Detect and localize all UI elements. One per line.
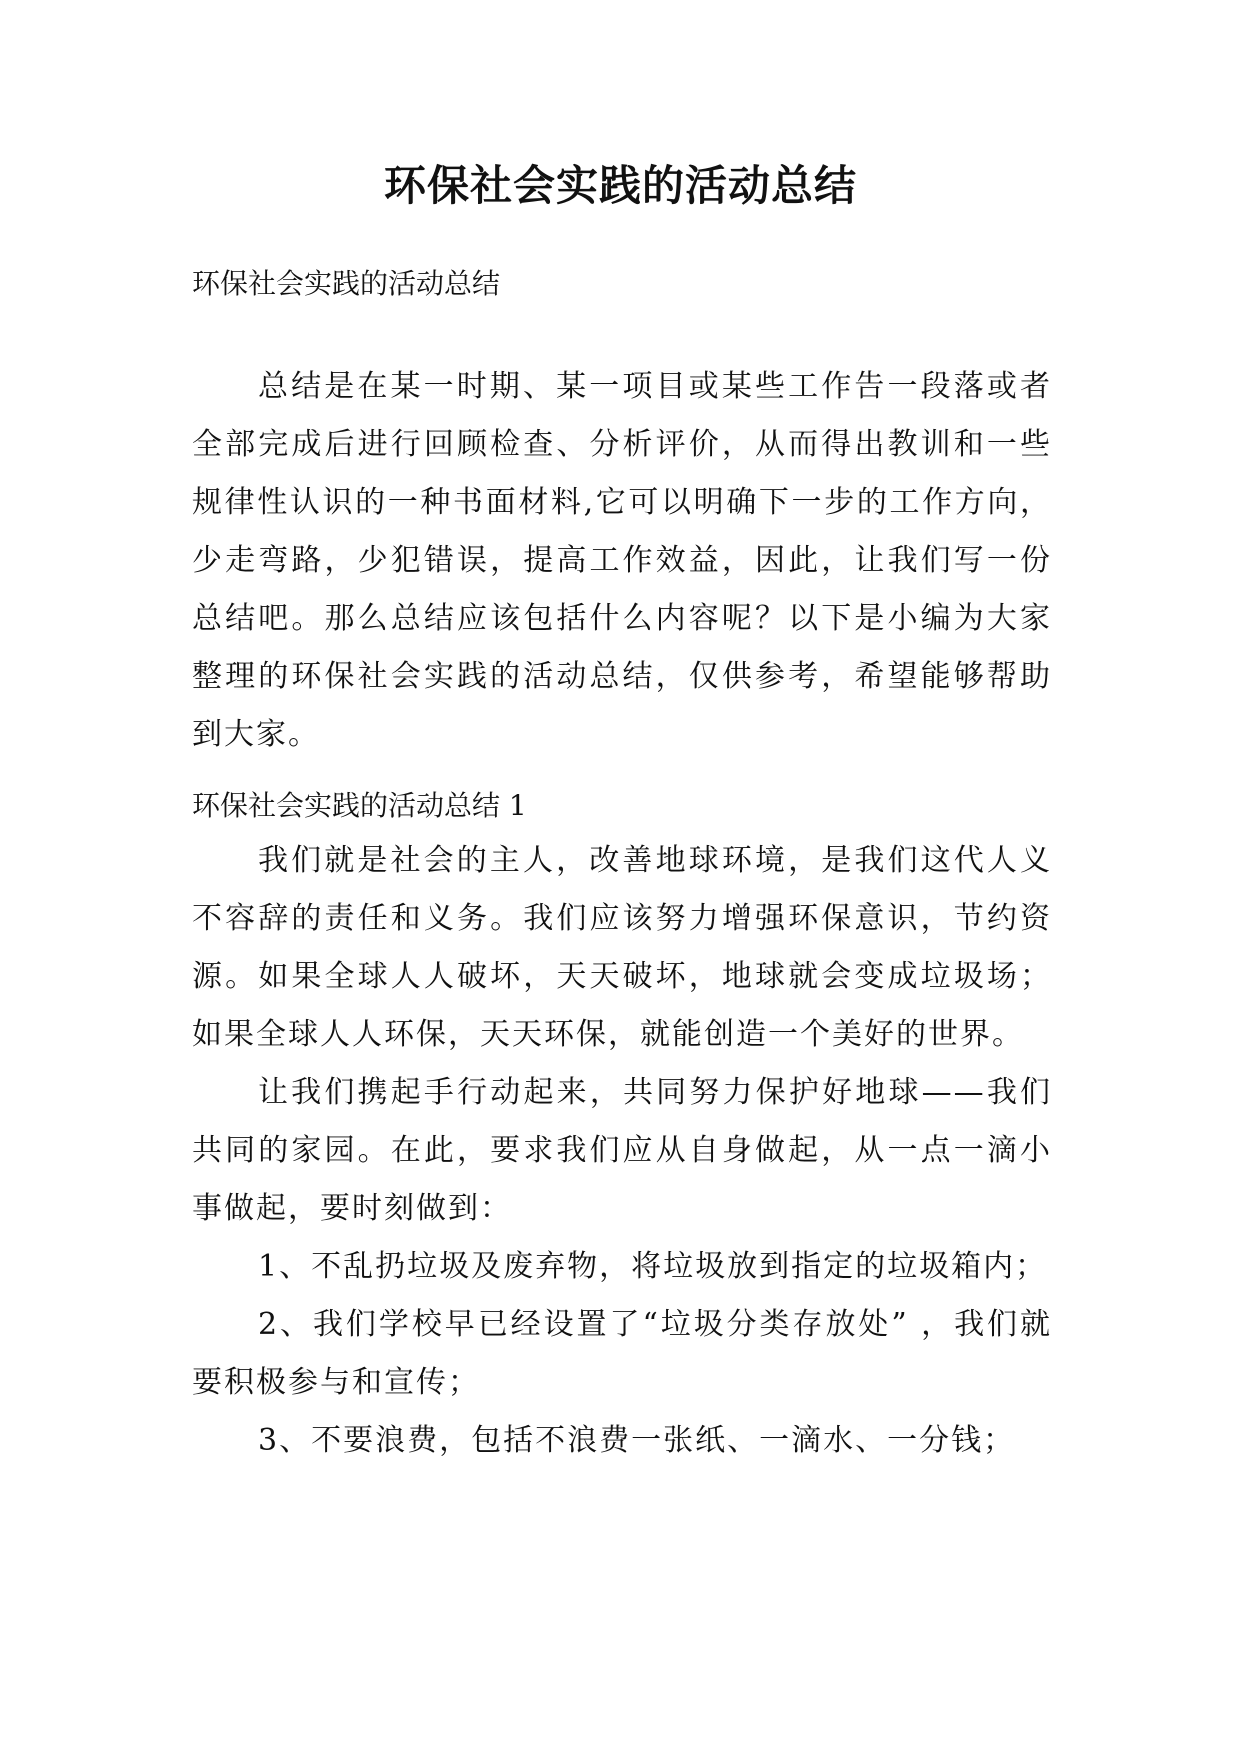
body-paragraph: 我们就是社会的主人，改善地球环境，是我们这代人义不容辞的责任和义务。我们应该努力增强环保意识，节约资源。如果全球人人破坏，天天破坏，地球就会变成垃圾场；如果全球人人环保，天天环保，就能创造一个美好的世界。 [192, 843, 1052, 1052]
intro-paragraph: 总结是在某一时期、某一项目或某些工作告一段落或者全部完成后进行回顾检查、分析评价，从而得出教训和一些规律性认识的一种书面材料,它可以明确下一步的工作方向，少走弯路，少犯错误，提高工作效益，因此，让我们写一份总结吧。那么总结应该包括什么内容呢？以下是小编为大家整理的环保社会实践的活动总结，仅供参考，希望能够帮助到大家。 [192, 369, 1052, 752]
document-title: 环保社会实践的活动总结 [383, 161, 857, 210]
document-subtitle: 环保社会实践的活动总结 [192, 267, 501, 300]
list-item: 2、我们学校早已经设置了“垃圾分类存放处” ，我们就要积极参与和宣传； [192, 1307, 1052, 1400]
list-item: 1、不乱扔垃圾及废弃物，将垃圾放到指定的垃圾箱内； [258, 1249, 1048, 1284]
section-heading: 环保社会实践的活动总结 1 [192, 789, 527, 822]
list-item: 3、不要浪费，包括不浪费一张纸、一滴水、一分钱； [258, 1423, 1016, 1458]
body-paragraph: 让我们携起手行动起来，共同努力保护好地球——我们共同的家园。在此，要求我们应从自身做起，从一点一滴小事做起，要时刻做到： [192, 1075, 1052, 1226]
